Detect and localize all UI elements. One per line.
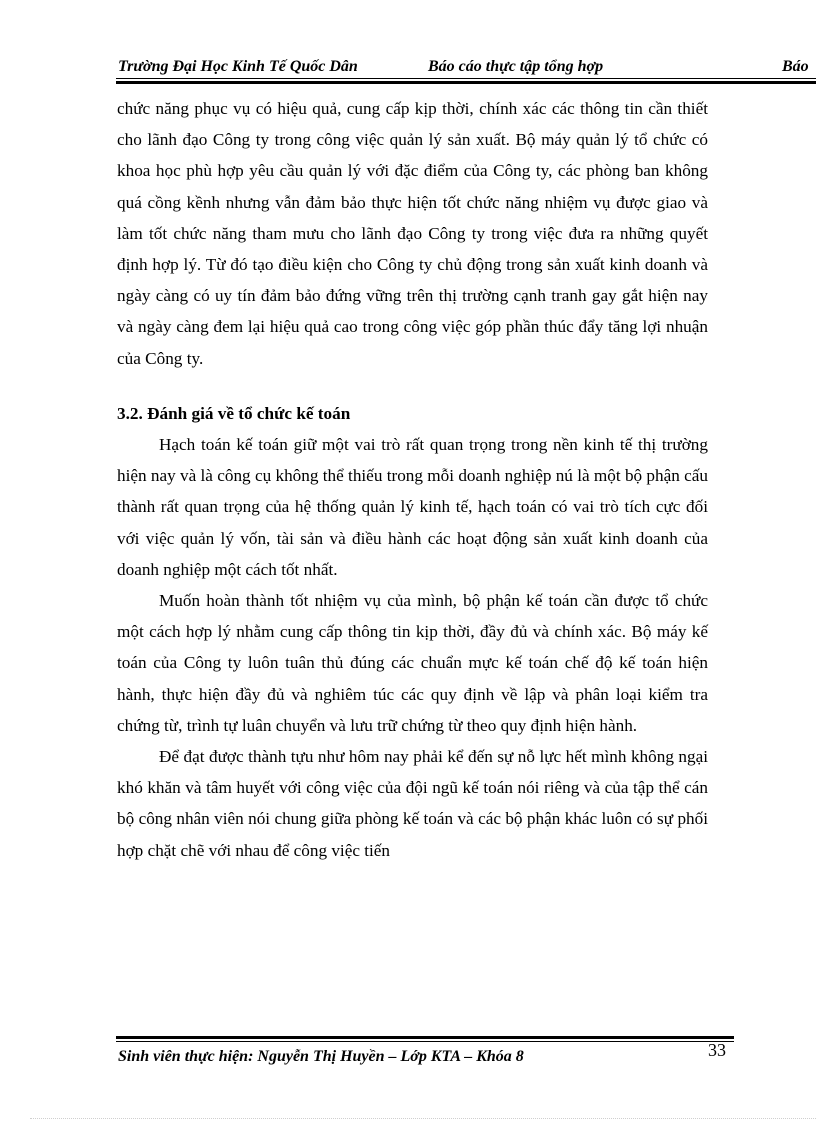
paragraph-1: chức năng phục vụ có hiệu quả, cung cấp kịp thời, chính xác các thông tin cần thiết cho lãnh đạo Công ty trong công việc quản lý sản xuất. Bộ máy quản lý tổ chức có khoa học phù hợp yêu cầu quản lý với đặc điểm của Công ty, các phòng ban không quá cồng kềnh nhưng vẫn đảm bảo thực hiện tốt chức năng nhiệm vụ được giao và làm tốt chức năng tham mưu cho lãnh đạo Công ty trong việc đưa ra những quyết định hợp lý. Từ đó tạo điều kiện cho Công ty chủ động trong sản xuất kinh doanh và ngày càng có uy tín đảm bảo đứng vững trên thị trường cạnh tranh gay gắt hiện nay và ngày càng đem lại hiệu quả cao trong công việc góp phần thúc đẩy tăng lợi nhuận của Công ty. — [117, 99, 708, 368]
page-edge-divider — [30, 1118, 816, 1119]
paragraph-4: Để đạt được thành tựu như hôm nay phải kể đến sự nỗ lực hết mình không ngại khó khăn và tâm huyết với công việc của đội ngũ kế toán nói riêng và của tập thể cán bộ công nhân viên nói chung giữa phòng kế toán và các bộ phận khác luôn có sự phối hợp chặt chẽ với nhau để công việc tiến — [117, 747, 708, 860]
section-heading: 3.2. Đánh giá về tổ chức kế toán — [117, 403, 351, 423]
footer-divider-thin — [116, 1041, 734, 1042]
footer-student-line: Sinh viên thực hiện: Nguyễn Thị Huyền – Lớp KTA – Khóa 8 — [118, 1048, 524, 1065]
header-school-name: Trường Đại Học Kinh Tế Quốc Dân — [118, 58, 358, 75]
header-divider-thin — [116, 78, 816, 79]
footer-divider-thick — [116, 1036, 734, 1039]
header-right-fragment: Báo — [782, 58, 809, 75]
paragraph-2: Hạch toán kế toán giữ một vai trò rất quan trọng trong nền kinh tế thị trường hiện nay và là công cụ không thể thiếu trong mỗi doanh nghiệp nú là một bộ phận cấu thành rất quan trọng của hệ thống quản lý kinh tế, hạch toán có vai trò tích cực đối với việc quản lý vốn, tài sản và điều hành các hoạt động sản xuất kinh doanh của doanh nghiệp một cách tốt nhất. — [117, 435, 708, 579]
header-divider-thick — [116, 81, 816, 84]
document-body — [117, 93, 708, 866]
page-header — [0, 0, 816, 90]
page-number: 33 — [708, 1040, 726, 1060]
paragraph-3: Muốn hoàn thành tốt nhiệm vụ của mình, bộ phận kế toán cần được tổ chức một cách hợp lý nhằm cung cấp thông tin kịp thời, đầy đủ và chính xác. Bộ máy kế toán của Công ty luôn tuân thủ đúng các chuẩn mực kế toán chế độ kế toán hiện hành, thực hiện đầy đủ và nghiêm túc các quy định về lập và phân loại kiểm tra chứng từ, trình tự luân chuyển và lưu trữ chứng từ theo quy định hiện hành. — [117, 591, 708, 735]
header-report-title: Báo cáo thực tập tổng hợp — [428, 58, 604, 75]
